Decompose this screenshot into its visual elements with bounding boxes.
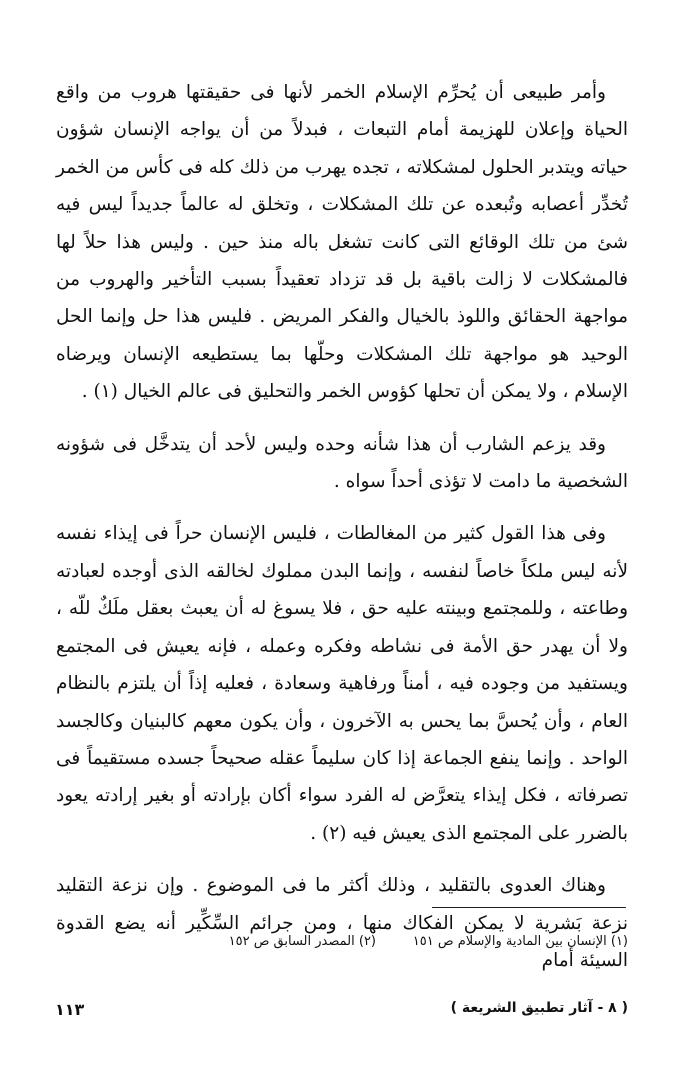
footnote-1: (١) الإنسان بين المادية والإسلام ص ١٥١ — [412, 934, 628, 949]
paragraph-gap — [56, 411, 628, 426]
paragraph-4: وهناك العدوى بالتقليد ، وذلك أكثر ما فى الموضوع . وإن نزعة التقليد نزعة بَشرية لا يمكن الفكاك منها ، ومن جرائم السِّكِّير أنه يضع القدوة السيئة أمام — [56, 875, 628, 971]
paragraph-1: وأمر طبيعى أن يُحرِّم الإسلام الخمر لأنها فى حقيقتها هروب من واقع الحياة وإعلان للهزيمة أمام التبعات ، فبدلاً من أن يواجه الإنسان شؤون حياته ويتدبر الحلول لمشكلاته ، تجده يهرب من ذلك كله فى كأس من الخمر تُخدِّر أعصابه وتُبعده عن تلك المشكلات ، وتخلق له عالماً جديداً ليس فيه شئ من تلك الوقائع التى كانت تشغل باله منذ حين . وليس هذا حلاً لها فالمشكلات لا زالت باقية بل قد تزداد تعقيداً بسبب التأخير والهروب من مواجهة الحقائق واللوذ بالخيال والفكر المريض . فليس هذا حل وإنما الحل الوحيد هو مواجهة تلك المشكلات وحلّها بما يستطيعه الإنسان ويرضاه الإسلام ، ولا يمكن أن تحلها كؤوس الخمر والتحليق فى عالم الخيال (١) . — [56, 82, 628, 403]
paragraph-gap — [56, 852, 628, 867]
footnote-2: (٢) المصدر السابق ص ١٥٢ — [228, 934, 376, 949]
paragraph-gap — [56, 500, 628, 515]
paragraph-3: وفى هذا القول كثير من المغالطات ، فليس الإنسان حراً فى إيذاء نفسه لأنه ليس ملكاً خاصاً لنفسه ، وإنما البدن مملوك لخالقه الذى أوجده لعبادته وطاعته ، وللمجتمع وبينته عليه حق ، فلا يسوغ له أن يعبث بعقل ملَكٌ للّه ، ولا أن يهدر حق الأمة فى نشاطه وفكره وعمله ، فإنه يعيش فى المجتمع ويستفيد من وجوده فيه ، أمناً ورفاهية وسعادة ، فعليه إذاً أن يلتزم بالنظام العام ، وأن يُحسَّ بما يحس به الآخرون ، وأن يكون معهم كالبنيان وكالجسد الواحد . وإنما ينفع الجماعة إذا كان سليماً عقله صحيحاً جسده مستقيماً فى تصرفاته ، فكل إيذاء يتعرَّض له الفرد سواء أكان بإرادته أو بغير إرادته يعود بالضرر على المجتمع الذى يعيش فيه (٢) . — [56, 523, 628, 844]
body-text — [56, 74, 628, 979]
paragraph-2: وقد يزعم الشارب أن هذا شأنه وحده وليس لأحد أن يتدخَّل فى شؤونه الشخصية ما دامت لا تؤذى أحداً سواه . — [56, 433, 628, 493]
section-footer: ( ٨ - آثار تطبيق الشريعة ) — [450, 1000, 628, 1016]
footnote-separator — [432, 907, 626, 908]
page-number: ١١٣ — [55, 1000, 85, 1019]
